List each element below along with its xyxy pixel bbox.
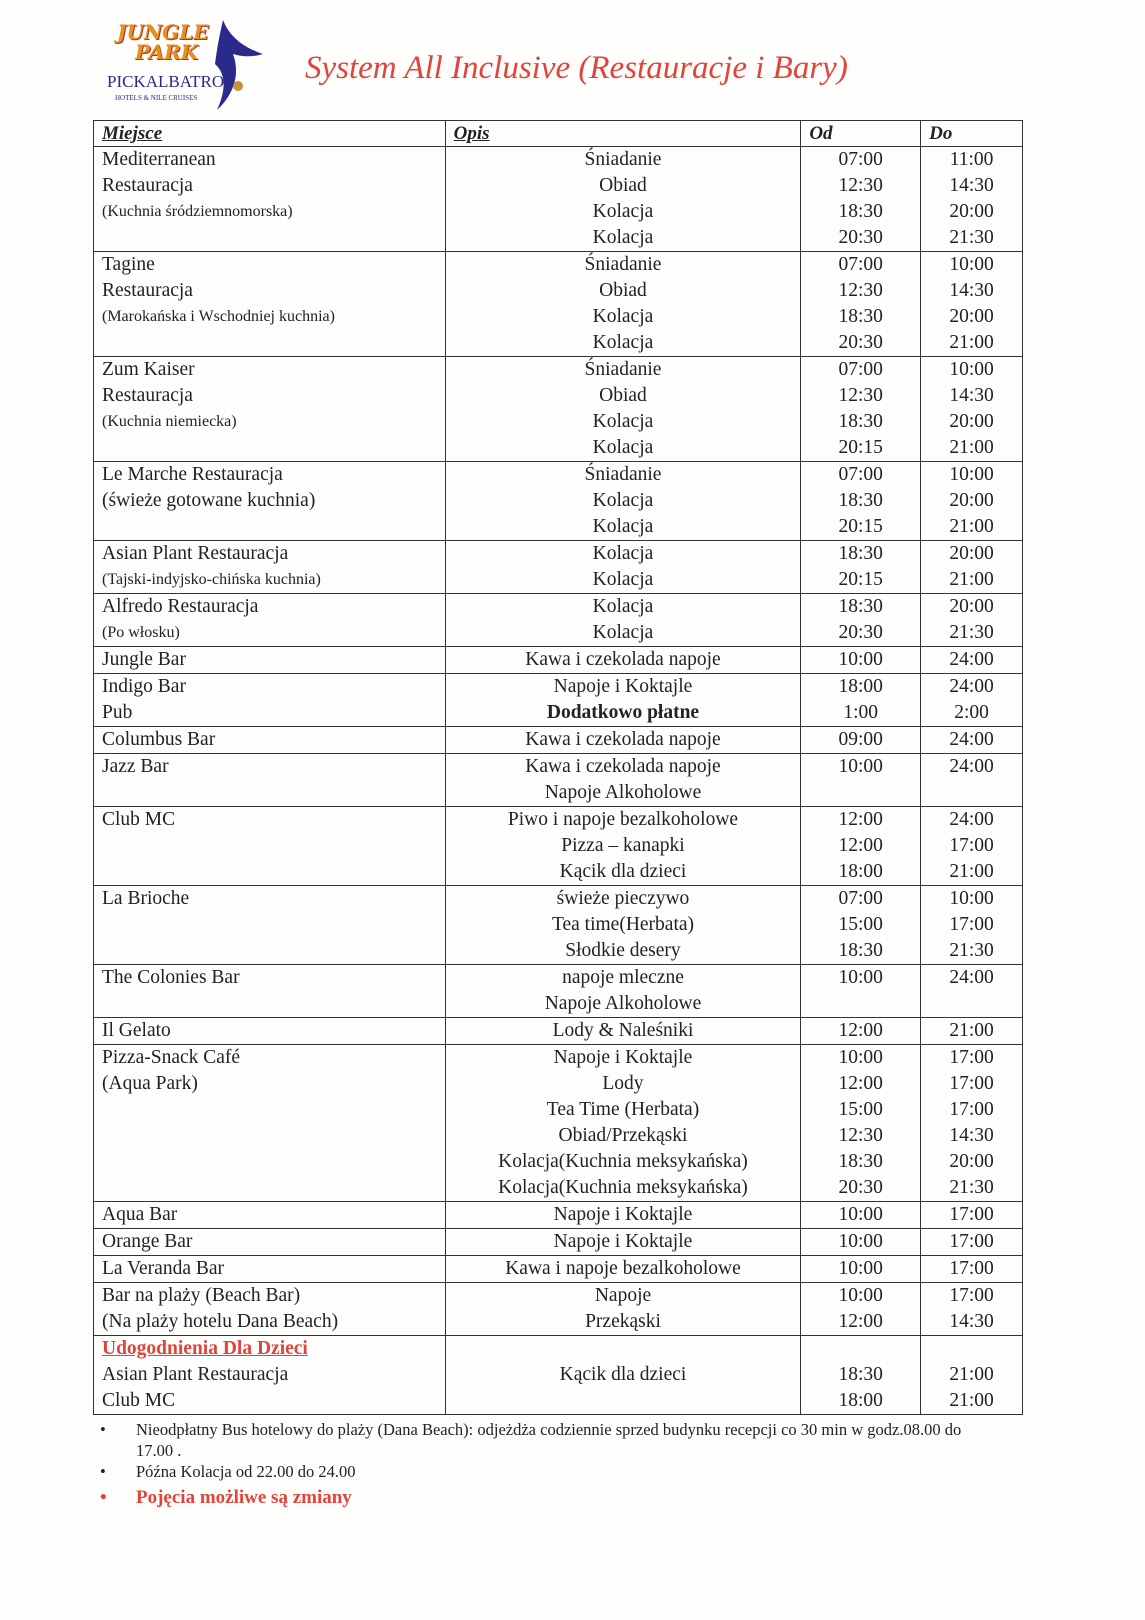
description-cell [445, 647, 801, 674]
description-cell-line: Napoje i Koktajle [553, 676, 693, 697]
place-cell-line: (Kuchnia niemiecka) [102, 413, 237, 430]
from-time-cell-line: 07:00 [838, 464, 883, 485]
to-time-cell [921, 1336, 1023, 1415]
from-time-cell-line: 18:30 [838, 596, 883, 617]
to-time-cell [921, 965, 1023, 1018]
from-time-cell-line: 18:30 [838, 1364, 883, 1385]
description-cell [445, 357, 801, 462]
to-time-cell-line: 24:00 [949, 729, 994, 750]
place-cell-line: Mediterranean [102, 149, 216, 170]
from-time-cell-line: 18:00 [838, 861, 883, 882]
from-time-cell-line: 20:15 [838, 516, 883, 537]
place-cell [94, 754, 446, 807]
from-time-cell [801, 252, 921, 357]
to-time-cell [921, 727, 1023, 754]
from-time-cell-line: 10:00 [838, 1258, 883, 1279]
to-time-cell-line: 20:00 [949, 411, 994, 432]
to-time-cell-line: 10:00 [949, 359, 994, 380]
from-time-cell-line: 10:00 [838, 1204, 883, 1225]
header-do: Do [921, 121, 1023, 147]
place-cell-line: Il Gelato [102, 1020, 171, 1041]
table-row [94, 357, 1023, 462]
from-time-cell [801, 1202, 921, 1229]
description-cell-line: Obiad [599, 385, 647, 406]
place-cell-line: Columbus Bar [102, 729, 216, 750]
description-cell-line: Przekąski [585, 1311, 661, 1332]
place-cell-line: Pizza-Snack Café [102, 1047, 241, 1068]
to-time-cell-line: 21:00 [949, 332, 994, 353]
from-time-cell-line: 12:00 [838, 1311, 883, 1332]
note-late-dinner: • Późna Kolacja od 22.00 do 24.00 [100, 1461, 1000, 1482]
description-cell-line: Kawa i napoje bezalkoholowe [505, 1258, 741, 1279]
from-time-cell-line: 18:30 [838, 201, 883, 222]
schedule-table [93, 120, 1023, 1415]
from-time-cell-line: 20:15 [838, 569, 883, 590]
table-row [94, 1229, 1023, 1256]
to-time-cell-line: 14:30 [949, 280, 994, 301]
place-cell [94, 1336, 446, 1415]
description-cell [445, 147, 801, 252]
place-cell-line: Orange Bar [102, 1231, 193, 1252]
from-time-cell-line: 09:00 [838, 729, 883, 750]
to-time-cell-line: 24:00 [949, 756, 994, 777]
description-cell-line: Kolacja [592, 201, 654, 222]
table-row [94, 1202, 1023, 1229]
to-time-cell [921, 1256, 1023, 1283]
place-cell-line: Alfredo Restauracja [102, 596, 259, 617]
place-cell [94, 1229, 446, 1256]
place-cell-line: Restauracja [102, 175, 193, 196]
description-cell [445, 541, 801, 594]
header-od: Od [801, 121, 921, 147]
description-cell [445, 754, 801, 807]
to-time-cell-line: 17:00 [949, 914, 994, 935]
note-changes: • Pojęcia możliwe są zmiany [100, 1486, 1000, 1510]
place-cell-line: Restauracja [102, 280, 193, 301]
description-cell [445, 1229, 801, 1256]
table-row [94, 886, 1023, 965]
description-cell-line: Kolacja [592, 306, 654, 327]
description-cell [445, 674, 801, 727]
table-row [94, 541, 1023, 594]
from-time-cell-line: 18:00 [838, 1390, 883, 1411]
description-cell-line: Kolacja [592, 227, 654, 248]
description-cell [445, 727, 801, 754]
to-time-cell [921, 807, 1023, 886]
description-cell-line: Piwo i napoje bezalkoholowe [507, 809, 739, 830]
place-cell-line: Tagine [102, 254, 155, 275]
from-time-cell-line: 15:00 [838, 914, 883, 935]
place-cell [94, 965, 446, 1018]
description-cell-line: Kolacja [592, 543, 654, 564]
table-row [94, 1336, 1023, 1415]
description-cell-line: Słodkie desery [565, 940, 681, 961]
to-time-cell-line: 20:00 [949, 543, 994, 564]
from-time-cell [801, 647, 921, 674]
from-time-cell-line: 12:00 [838, 835, 883, 856]
to-time-cell [921, 647, 1023, 674]
description-cell-line: Kawa i czekolada napoje [525, 756, 721, 777]
from-time-cell-line: 18:30 [838, 490, 883, 511]
to-time-cell-line: 21:00 [949, 569, 994, 590]
place-cell-line: Bar na plaży (Beach Bar) [102, 1285, 301, 1306]
table-row [94, 647, 1023, 674]
from-time-cell-line: 20:30 [838, 1177, 883, 1198]
place-cell [94, 1283, 446, 1336]
description-cell [445, 807, 801, 886]
to-time-cell [921, 541, 1023, 594]
description-cell [445, 1256, 801, 1283]
from-time-cell [801, 1018, 921, 1045]
table-row [94, 965, 1023, 1018]
description-cell-line: Kawa i czekolada napoje [525, 729, 721, 750]
description-cell [445, 1018, 801, 1045]
description-cell-line: Kolacja [592, 411, 654, 432]
to-time-cell-line: 20:00 [949, 1151, 994, 1172]
table-row [94, 674, 1023, 727]
to-time-cell [921, 147, 1023, 252]
description-cell-line: Śniadanie [584, 359, 662, 380]
to-time-cell-line: 24:00 [949, 809, 994, 830]
from-time-cell [801, 886, 921, 965]
place-cell [94, 252, 446, 357]
description-cell [445, 1283, 801, 1336]
note-bus: • Nieodpłatny Bus hotelowy do plaży (Dana Beach): odjeżdża codziennie sprzed budynku recepcji co 30 min w godz.08.00 do 17.00 . [100, 1419, 1000, 1461]
from-time-cell [801, 147, 921, 252]
description-cell-line: Kolacja [592, 516, 654, 537]
description-cell [445, 1202, 801, 1229]
place-cell-line: (Tajski-indyjsko-chińska kuchnia) [102, 571, 321, 588]
from-time-cell-line: 20:30 [838, 332, 883, 353]
to-time-cell [921, 674, 1023, 727]
place-cell [94, 1045, 446, 1202]
logo-tagline: HOTELS & NILE CRUISES [115, 94, 198, 102]
from-time-cell-line: 10:00 [838, 1047, 883, 1068]
to-time-cell-line: 21:30 [949, 1177, 994, 1198]
to-time-cell [921, 1283, 1023, 1336]
place-cell-line: La Brioche [102, 888, 190, 909]
description-cell-line: Kolacja [592, 622, 654, 643]
to-time-cell [921, 462, 1023, 541]
from-time-cell-line: 18:30 [838, 306, 883, 327]
from-time-cell-line: 12:30 [838, 280, 883, 301]
place-cell [94, 1018, 446, 1045]
description-cell-line: Kolacja [592, 596, 654, 617]
description-cell [445, 965, 801, 1018]
to-time-cell-line: 17:00 [949, 835, 994, 856]
to-time-cell-line: 17:00 [949, 1073, 994, 1094]
from-time-cell [801, 357, 921, 462]
description-cell-line: Obiad [599, 280, 647, 301]
from-time-cell [801, 965, 921, 1018]
from-time-cell [801, 462, 921, 541]
place-cell [94, 1202, 446, 1229]
to-time-cell [921, 1018, 1023, 1045]
to-time-cell-line: 24:00 [949, 649, 994, 670]
to-time-cell-line: 21:30 [949, 940, 994, 961]
from-time-cell [801, 754, 921, 807]
to-time-cell-line: 20:00 [949, 306, 994, 327]
from-time-cell-line: 15:00 [838, 1099, 883, 1120]
table-row [94, 1045, 1023, 1202]
from-time-cell-line: 18:00 [838, 676, 883, 697]
place-cell-line: (Aqua Park) [102, 1073, 198, 1094]
to-time-cell-line: 21:00 [949, 1020, 994, 1041]
from-time-cell-line: 18:30 [838, 1151, 883, 1172]
place-cell-line: Club MC [102, 1390, 176, 1411]
to-time-cell-line: 21:00 [949, 516, 994, 537]
from-time-cell-line: 10:00 [838, 649, 883, 670]
place-cell-line: (Kuchnia śródziemnomorska) [102, 203, 293, 220]
from-time-cell [801, 1283, 921, 1336]
place-cell-line: Asian Plant Restauracja [102, 1364, 289, 1385]
place-cell [94, 807, 446, 886]
from-time-cell-line: 18:30 [838, 543, 883, 564]
description-cell-line: Kolacja(Kuchnia meksykańska) [498, 1177, 748, 1198]
from-time-cell [801, 727, 921, 754]
to-time-cell-line: 10:00 [949, 888, 994, 909]
table-row [94, 1283, 1023, 1336]
place-cell-line: Restauracja [102, 385, 193, 406]
description-cell-line: Obiad [599, 175, 647, 196]
header-opis: Opis [445, 121, 801, 147]
place-cell-line: The Colonies Bar [102, 967, 240, 988]
place-cell [94, 147, 446, 252]
to-time-cell-line: 24:00 [949, 676, 994, 697]
from-time-cell-line: 12:00 [838, 809, 883, 830]
description-cell [445, 462, 801, 541]
description-cell [445, 886, 801, 965]
from-time-cell-line: 07:00 [838, 149, 883, 170]
description-cell-line: Kolacja [592, 569, 654, 590]
table-row [94, 462, 1023, 541]
to-time-cell [921, 1202, 1023, 1229]
from-time-cell-line: 12:00 [838, 1073, 883, 1094]
from-time-cell-line [809, 1336, 912, 1362]
description-cell-line: Kawa i czekolada napoje [525, 649, 721, 670]
description-cell-line: Napoje i Koktajle [553, 1231, 693, 1252]
from-time-cell-line: 18:30 [838, 411, 883, 432]
to-time-cell-line: 21:00 [949, 861, 994, 882]
content-flow [93, 120, 1023, 1510]
from-time-cell-line: 12:30 [838, 175, 883, 196]
place-cell-line: (Po włosku) [102, 624, 180, 641]
description-cell-line: Tea time(Herbata) [551, 914, 695, 935]
table-row [94, 727, 1023, 754]
to-time-cell-line: 10:00 [949, 464, 994, 485]
table-row [94, 594, 1023, 647]
description-cell-line: Dodatkowo płatne [546, 702, 700, 723]
description-cell-line: Obiad/Przekąski [558, 1125, 688, 1146]
to-time-cell-line [929, 1336, 1014, 1362]
description-cell-line: Napoje Alkoholowe [544, 993, 702, 1014]
place-cell-line: Asian Plant Restauracja [102, 543, 289, 564]
description-cell-line: Kolacja [592, 437, 654, 458]
from-time-cell-line: 10:00 [838, 967, 883, 988]
to-time-cell [921, 754, 1023, 807]
from-time-cell [801, 541, 921, 594]
to-time-cell [921, 252, 1023, 357]
description-cell-line: Lody [602, 1073, 644, 1094]
from-time-cell [801, 807, 921, 886]
to-time-cell-line: 17:00 [949, 1047, 994, 1068]
description-cell-line: Napoje i Koktajle [553, 1204, 693, 1225]
to-time-cell-line: 10:00 [949, 254, 994, 275]
to-time-cell-line: 14:30 [949, 385, 994, 406]
from-time-cell-line: 07:00 [838, 254, 883, 275]
from-time-cell-line: 12:00 [838, 1020, 883, 1041]
description-cell-line: Kolacja [592, 490, 654, 511]
table-row [94, 252, 1023, 357]
place-cell-line: Jungle Bar [102, 649, 186, 670]
page-title: System All Inclusive (Restauracje i Bary) [305, 50, 848, 86]
place-cell-line: Aqua Bar [102, 1204, 178, 1225]
from-time-cell-line: 1:00 [843, 702, 879, 723]
from-time-cell [801, 1256, 921, 1283]
table-header-row [94, 121, 1023, 147]
to-time-cell-line: 21:00 [949, 1390, 994, 1411]
place-cell [94, 886, 446, 965]
description-cell-line: Kącik dla dzieci [559, 861, 687, 882]
description-cell-line: Śniadanie [584, 149, 662, 170]
to-time-cell-line: 24:00 [949, 967, 994, 988]
description-cell [445, 252, 801, 357]
place-cell-line: Pub [102, 702, 133, 723]
description-cell-line: Tea Time (Herbata) [546, 1099, 700, 1120]
description-cell-line: Pizza – kanapki [561, 835, 685, 856]
description-cell-line: Kącik dla dzieci [559, 1364, 687, 1385]
to-time-cell-line: 21:30 [949, 227, 994, 248]
to-time-cell-line: 14:30 [949, 175, 994, 196]
description-cell-line: napoje mleczne [562, 967, 684, 988]
place-cell-line: Jazz Bar [102, 756, 169, 777]
place-cell-line: (świeże gotowane kuchnia) [102, 490, 316, 511]
place-cell-line: (Marokańska i Wschodniej kuchnia) [102, 308, 335, 325]
to-time-cell [921, 886, 1023, 965]
description-cell-line: Napoje i Koktajle [553, 1047, 693, 1068]
from-time-cell [801, 1045, 921, 1202]
from-time-cell-line: 20:15 [838, 437, 883, 458]
place-cell-line: La Veranda Bar [102, 1258, 224, 1279]
table-row [94, 1018, 1023, 1045]
from-time-cell-line: 20:30 [838, 227, 883, 248]
description-cell-line: Napoje [594, 1285, 652, 1306]
jungle-park-pickalbatros-logo [105, 18, 275, 113]
description-cell-line: Śniadanie [584, 254, 662, 275]
description-cell-line: Lody & Naleśniki [552, 1020, 694, 1041]
to-time-cell-line: 14:30 [949, 1125, 994, 1146]
logo-jungle-park: JUNGLE PARK [117, 20, 209, 64]
place-cell-line: Zum Kaiser [102, 359, 195, 380]
from-time-cell [801, 674, 921, 727]
place-cell [94, 674, 446, 727]
from-time-cell-line: 10:00 [838, 756, 883, 777]
to-time-cell-line: 21:00 [949, 1364, 994, 1385]
header-miejsce: Miejsce [94, 121, 446, 147]
description-cell-line: Napoje Alkoholowe [544, 782, 702, 803]
place-cell [94, 647, 446, 674]
to-time-cell-line: 20:00 [949, 490, 994, 511]
from-time-cell-line: 07:00 [838, 888, 883, 909]
place-cell-line: Indigo Bar [102, 676, 186, 697]
description-cell-line: Kolacja [592, 332, 654, 353]
to-time-cell-line: 17:00 [949, 1231, 994, 1252]
to-time-cell-line: 20:00 [949, 201, 994, 222]
place-cell [94, 1256, 446, 1283]
to-time-cell-line: 17:00 [949, 1258, 994, 1279]
place-cell [94, 727, 446, 754]
description-cell [445, 594, 801, 647]
from-time-cell-line: 12:30 [838, 385, 883, 406]
to-time-cell-line: 17:00 [949, 1204, 994, 1225]
place-cell [94, 594, 446, 647]
place-cell-line: Club MC [102, 809, 176, 830]
place-cell [94, 541, 446, 594]
description-cell-line: Kolacja(Kuchnia meksykańska) [498, 1151, 748, 1172]
table-row [94, 147, 1023, 252]
from-time-cell-line: 07:00 [838, 359, 883, 380]
table-row [94, 807, 1023, 886]
place-cell [94, 357, 446, 462]
to-time-cell-line: 21:30 [949, 622, 994, 643]
from-time-cell [801, 1336, 921, 1415]
to-time-cell-line: 17:00 [949, 1285, 994, 1306]
table-row [94, 1256, 1023, 1283]
description-cell [445, 1336, 801, 1415]
from-time-cell [801, 1229, 921, 1256]
to-time-cell [921, 1045, 1023, 1202]
place-cell-line: (Na plaży hotelu Dana Beach) [102, 1311, 339, 1332]
to-time-cell-line: 20:00 [949, 596, 994, 617]
to-time-cell [921, 1229, 1023, 1256]
to-time-cell [921, 357, 1023, 462]
logo-brand: PICKALBATROS [107, 72, 234, 91]
table-row [94, 754, 1023, 807]
place-cell-line: Le Marche Restauracja [102, 464, 283, 485]
to-time-cell-line: 21:00 [949, 437, 994, 458]
description-cell [445, 1045, 801, 1202]
footnotes [100, 1419, 1000, 1510]
to-time-cell [921, 594, 1023, 647]
from-time-cell [801, 594, 921, 647]
from-time-cell-line: 18:30 [838, 940, 883, 961]
from-time-cell-line: 12:30 [838, 1125, 883, 1146]
description-cell-line: Śniadanie [584, 464, 662, 485]
from-time-cell-line: 10:00 [838, 1285, 883, 1306]
from-time-cell-line: 20:30 [838, 622, 883, 643]
from-time-cell-line: 10:00 [838, 1231, 883, 1252]
to-time-cell-line: 14:30 [949, 1311, 994, 1332]
to-time-cell-line: 17:00 [949, 1099, 994, 1120]
description-cell-line [454, 1336, 793, 1362]
to-time-cell-line: 2:00 [954, 702, 989, 723]
to-time-cell-line: 11:00 [949, 149, 994, 170]
description-cell-line: świeże pieczywo [556, 888, 690, 909]
place-cell-line: Udogodnienia Dla Dzieci [102, 1338, 308, 1359]
place-cell [94, 462, 446, 541]
